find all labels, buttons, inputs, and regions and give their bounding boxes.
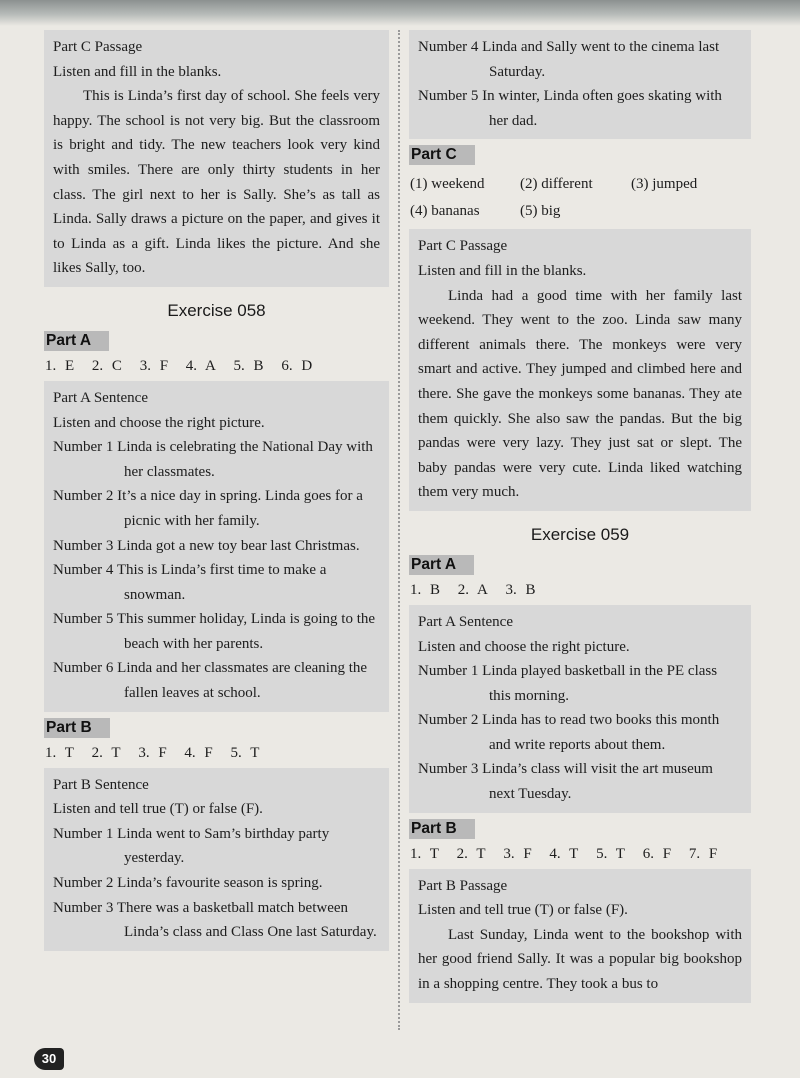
- box-instruction: Listen and fill in the blanks.: [418, 262, 587, 279]
- answer: 1. E: [45, 357, 75, 374]
- part-b-answers: [44, 742, 389, 768]
- part-a-answers: [44, 355, 389, 381]
- sentence-item: Number 4 Linda and Sally went to the cinema last Saturday.: [418, 39, 720, 80]
- left-column: [44, 30, 389, 951]
- box-title: Part B Sentence: [53, 776, 149, 793]
- answer: 6. D: [281, 357, 313, 374]
- exercise-title: Exercise 059: [530, 524, 630, 544]
- sentence-item: Number 2 Linda’s favourite season is spring.: [53, 875, 323, 892]
- box-instruction: Listen and choose the right picture.: [418, 638, 630, 655]
- answer: (3) jumped: [631, 176, 698, 193]
- part-a-answers: [409, 579, 751, 605]
- answer: 4. T: [549, 845, 579, 862]
- part-a-sentence-box: [409, 605, 751, 813]
- box-title: Part C Passage: [418, 238, 508, 255]
- part-a-label: Part A: [44, 331, 109, 351]
- answer: (4) bananas: [410, 203, 480, 220]
- answer: 7. F: [688, 845, 718, 862]
- sentence-item: Number 1 Linda played basketball in the PE class this morning.: [418, 663, 718, 704]
- part-b-sentence-box: [44, 768, 389, 951]
- answer: 3. F: [503, 845, 532, 862]
- part-c-label: Part C: [409, 145, 475, 165]
- box-title: Part A Sentence: [53, 389, 148, 406]
- answer: 3. B: [505, 581, 536, 598]
- sentence-item: Number 6 Linda and her classmates are cleaning the fallen leaves at school.: [53, 660, 368, 702]
- answer: 1. B: [410, 581, 441, 598]
- passage-text: This is Linda’s first day of school. She feels very happy. The school is not very big. But the classroom is bright and tidy. The new teachers look very kind with smiles. There are only thirty students in her class. The girl next to her is Sally. She’s as tall as Linda. Sally draws a picture on the paper, and gives it to Linda as a gift. Linda likes the picture. And she likes Sally, too.: [53, 88, 380, 277]
- passage-text: Linda had a good time with her family last weekend. They went to the zoo. Linda saw many different animals there. The monkeys were very smart and active. They jumped and climbed here and there. She gave the monkeys some bananas. They ate them quickly. She also saw the pandas. But the big pandas were very lazy. They just sat or slept. The baby pandas were very cute. Linda liked watching them very much.: [418, 287, 742, 501]
- box-instruction: Listen and tell true (T) or false (F).: [53, 801, 263, 818]
- sentence-item: Number 5 In winter, Linda often goes skating with her dad.: [418, 88, 722, 129]
- answer: 2. T: [91, 744, 121, 761]
- page-number: 30: [34, 1048, 64, 1070]
- answer: (1) weekend: [410, 176, 485, 193]
- answer: 5. B: [233, 357, 264, 374]
- passage-text: Last Sunday, Linda went to the bookshop with her good friend Sally. It was a popular big bookshop in a shopping centre. They took a bus to: [418, 926, 742, 993]
- sentence-item: Number 3 Linda’s class will visit the art museum next Tuesday.: [418, 761, 713, 803]
- part-b-label: Part B: [409, 819, 475, 839]
- part-b-answers: [409, 843, 751, 869]
- part-c-passage-box: [44, 30, 389, 287]
- sentence-item: Number 1 Linda went to Sam’s birthday party yesterday.: [53, 825, 330, 867]
- exercise-title: Exercise 058: [167, 300, 266, 320]
- answer: 3. F: [138, 744, 167, 761]
- part-b-label: Part B: [44, 718, 110, 738]
- part-a-sentence-box: [44, 381, 389, 712]
- sentence-item: Number 3 Linda got a new toy bear last Christmas.: [53, 537, 360, 554]
- answer: 2. T: [456, 845, 486, 862]
- part-a-label: Part A: [409, 555, 474, 575]
- sentence-item: Number 2 It’s a nice day in spring. Linda goes for a picnic with her family.: [53, 488, 363, 529]
- answer: 5. T: [596, 845, 625, 862]
- answer: (5) big: [520, 203, 561, 220]
- answer: 5. T: [230, 744, 260, 761]
- box-title: Part A Sentence: [418, 613, 513, 630]
- sentence-item: Number 1 Linda is celebrating the National Day with her classmates.: [53, 439, 373, 480]
- right-column: [409, 30, 751, 1003]
- sentence-item: Number 3 There was a basketball match between Linda’s class and Class One last Saturday.: [53, 899, 377, 941]
- answer: 2. C: [91, 357, 122, 374]
- box-title: Part C Passage: [53, 39, 143, 55]
- column-divider: [398, 30, 400, 1030]
- sentence-item: Number 2 Linda has to read two books this month and write reports about them.: [418, 712, 720, 753]
- answer: 3. F: [139, 357, 169, 374]
- answer: 1. T: [45, 744, 74, 761]
- box-instruction: Listen and choose the right picture.: [53, 414, 265, 431]
- sentence-item: Number 5 This summer holiday, Linda is going to the beach with her parents.: [53, 611, 376, 652]
- part-b-sentence-continued-box: [409, 30, 751, 139]
- answer: 4. F: [184, 744, 213, 761]
- box-instruction: Listen and tell true (T) or false (F).: [418, 902, 628, 919]
- answer: 6. F: [642, 845, 672, 862]
- part-c-passage-box: [409, 229, 751, 511]
- part-b-passage-box: [409, 869, 751, 1003]
- part-c-answers: [409, 169, 751, 229]
- box-instruction: Listen and fill in the blanks.: [53, 63, 222, 80]
- sentence-item: Number 4 This is Linda’s first time to make a snowman.: [53, 562, 327, 603]
- answer: 1. T: [410, 845, 439, 862]
- torn-page-edge: [0, 0, 800, 26]
- box-title: Part B Passage: [418, 877, 508, 894]
- answer: (2) different: [520, 176, 593, 193]
- answer: 2. A: [457, 581, 488, 598]
- answer: 4. A: [185, 357, 216, 374]
